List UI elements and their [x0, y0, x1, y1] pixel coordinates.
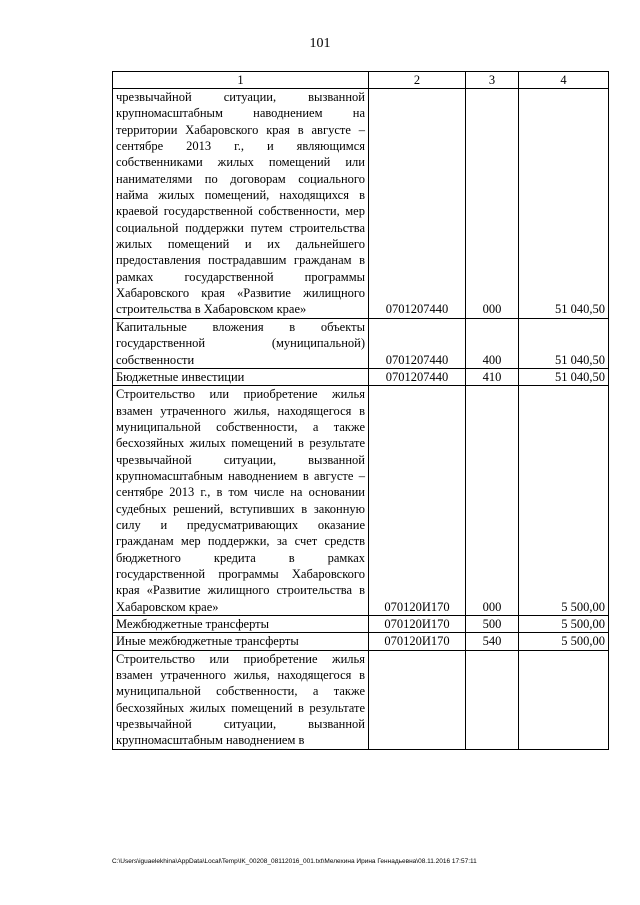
- table-header-row: [113, 72, 609, 89]
- row-expense-type: 410: [466, 368, 519, 385]
- column-header-3: 3: [466, 72, 519, 89]
- column-header-1: 1: [113, 72, 369, 89]
- column-header-4: 4: [519, 72, 609, 89]
- row-target-code: 070120И170: [369, 633, 466, 650]
- row-target-code: 0701207440: [369, 318, 466, 368]
- table-row: [113, 89, 609, 319]
- row-expense-type: 500: [466, 616, 519, 633]
- row-target-code: [369, 650, 466, 749]
- row-amount: 5 500,00: [519, 616, 609, 633]
- row-amount: 51 040,50: [519, 368, 609, 385]
- row-description: Межбюджетные трансферты: [113, 616, 369, 633]
- table-row: [113, 318, 609, 368]
- file-path-footer: C:\Users\iguaelekhina\AppData\Local\Temp\IK_00208_08112016_001.txt\Мелехина Ирина Геннадьевна\08.11.2016 17:57:11: [112, 858, 477, 865]
- row-amount: 51 040,50: [519, 89, 609, 319]
- row-expense-type: 000: [466, 386, 519, 616]
- row-expense-type: 400: [466, 318, 519, 368]
- row-amount: 5 500,00: [519, 386, 609, 616]
- row-target-code: 070120И170: [369, 386, 466, 616]
- table-row: [113, 650, 609, 749]
- row-target-code: 0701207440: [369, 89, 466, 319]
- budget-table: [112, 71, 609, 750]
- row-amount: 5 500,00: [519, 633, 609, 650]
- table-row: [113, 368, 609, 385]
- row-expense-type: 000: [466, 89, 519, 319]
- row-expense-type: 540: [466, 633, 519, 650]
- table-row: [113, 633, 609, 650]
- row-description: Иные межбюджетные трансферты: [113, 633, 369, 650]
- row-target-code: 0701207440: [369, 368, 466, 385]
- table-row: [113, 386, 609, 616]
- row-amount: 51 040,50: [519, 318, 609, 368]
- row-description: Строительство или приобретение жилья взамен утраченного жилья, находящегося в муниципальной собственности, а также бесхозяйных жилых помещений в результате чрезвычайной ситуации, вызванной крупномасштабным наводнением в: [113, 650, 369, 749]
- page-number: 101: [309, 36, 331, 51]
- row-expense-type: [466, 650, 519, 749]
- row-description: Капитальные вложения в объекты государственной (муниципальной) собственности: [113, 318, 369, 368]
- row-description: чрезвычайной ситуации, вызванной крупномасштабным наводнением на территории Хабаровского края в августе – сентябре 2013 г., и являющимся собственниками жилых помещений или нанимателями по договорам социального найма жилых помещений, находящихся в краевой государственной собственности, мер социальной поддержки путем строительства жилых помещений и их дальнейшего предоставления пострадавшим гражданам в рамках государственной программы Хабаровского края «Развитие жилищного строительства в Хабаровском крае»: [113, 89, 369, 319]
- row-target-code: 070120И170: [369, 616, 466, 633]
- row-description: Строительство или приобретение жилья взамен утраченного жилья, находящегося в муниципальной собственности, а также бесхозяйных жилых помещений в результате чрезвычайной ситуации, вызванной крупномасштабным наводнением в августе – сентябре 2013 г., в том числе на основании судебных решений, вступивших в законную силу и предусматривающих оказание гражданам мер поддержки, за счет средств бюджетного кредита в рамках государственной программы Хабаровского края «Развитие жилищного строительства в Хабаровском крае»: [113, 386, 369, 616]
- row-description: Бюджетные инвестиции: [113, 368, 369, 385]
- table-row: [113, 616, 609, 633]
- row-amount: [519, 650, 609, 749]
- column-header-2: 2: [369, 72, 466, 89]
